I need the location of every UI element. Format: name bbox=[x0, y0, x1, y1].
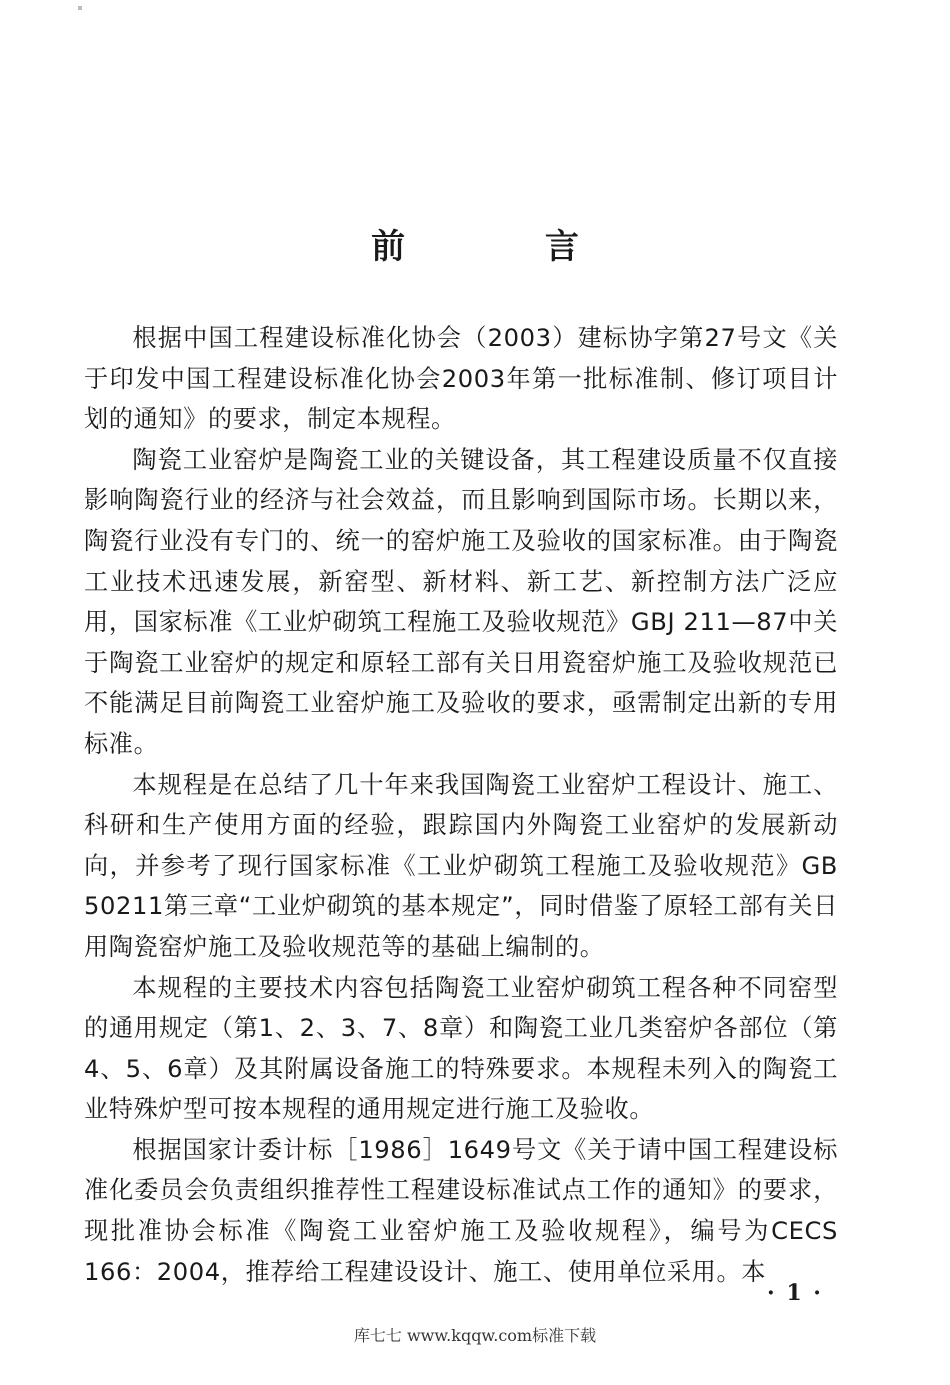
page-number: · 1 · bbox=[767, 1280, 823, 1306]
paragraph-4: 本规程的主要技术内容包括陶瓷工业窑炉砌筑工程各种不同窑型的通用规定（第1、2、3、7、8章）和陶瓷工业几类窑炉各部位（第4、5、6章）及其附属设备施工的特殊要求。本规程未列入的陶瓷工业特殊炉型可按本规程的通用规定进行施工及验收。 bbox=[84, 973, 838, 1124]
scan-speck bbox=[78, 6, 82, 10]
paragraph-5: 根据国家计委计标［1986］1649号文《关于请中国工程建设标准化委员会负责组织推荐性工程建设标准试点工作的通知》的要求，现批准协会标准《陶瓷工业窑炉施工及验收规程》，编号为CECS 166：2004，推荐给工程建设设计、施工、使用单位采用。本 bbox=[84, 1135, 838, 1286]
paragraph-3: 本规程是在总结了几十年来我国陶瓷工业窑炉工程设计、施工、科研和生产使用方面的经验，跟踪国内外陶瓷工业窑炉的发展新动向，并参考了现行国家标准《工业炉砌筑工程施工及验收规范》GB 50211第三章“工业炉砌筑的基本规定”，同时借鉴了原轻工部有关日用陶瓷窑炉施工及验收规范等的基础上编制的。 bbox=[84, 770, 838, 961]
body-text bbox=[84, 318, 838, 1292]
page-title: 前 言 bbox=[371, 226, 643, 267]
paragraph-1: 根据中国工程建设标准化协会（2003）建标协字第27号文《关于印发中国工程建设标准化协会2003年第一批标准制、修订项目计划的通知》的要求，制定本规程。 bbox=[84, 324, 838, 434]
paragraph-2: 陶瓷工业窑炉是陶瓷工业的关键设备，其工程建设质量不仅直接影响陶瓷行业的经济与社会效益，而且影响到国际市场。长期以来，陶瓷行业没有专门的、统一的窑炉施工及验收的国家标准。由于陶瓷工业技术迅速发展，新窑型、新材料、新工艺、新控制方法广泛应用，国家标准《工业炉砌筑工程施工及验收规范》GBJ 211—87中关于陶瓷工业窑炉的规定和原轻工部有关日用瓷窑炉施工及验收规范已不能满足目前陶瓷工业窑炉施工及验收的要求，亟需制定出新的专用标准。 bbox=[84, 445, 838, 758]
footer-watermark-text: 库七七 www.kqqw.com标准下载 bbox=[353, 1326, 597, 1345]
